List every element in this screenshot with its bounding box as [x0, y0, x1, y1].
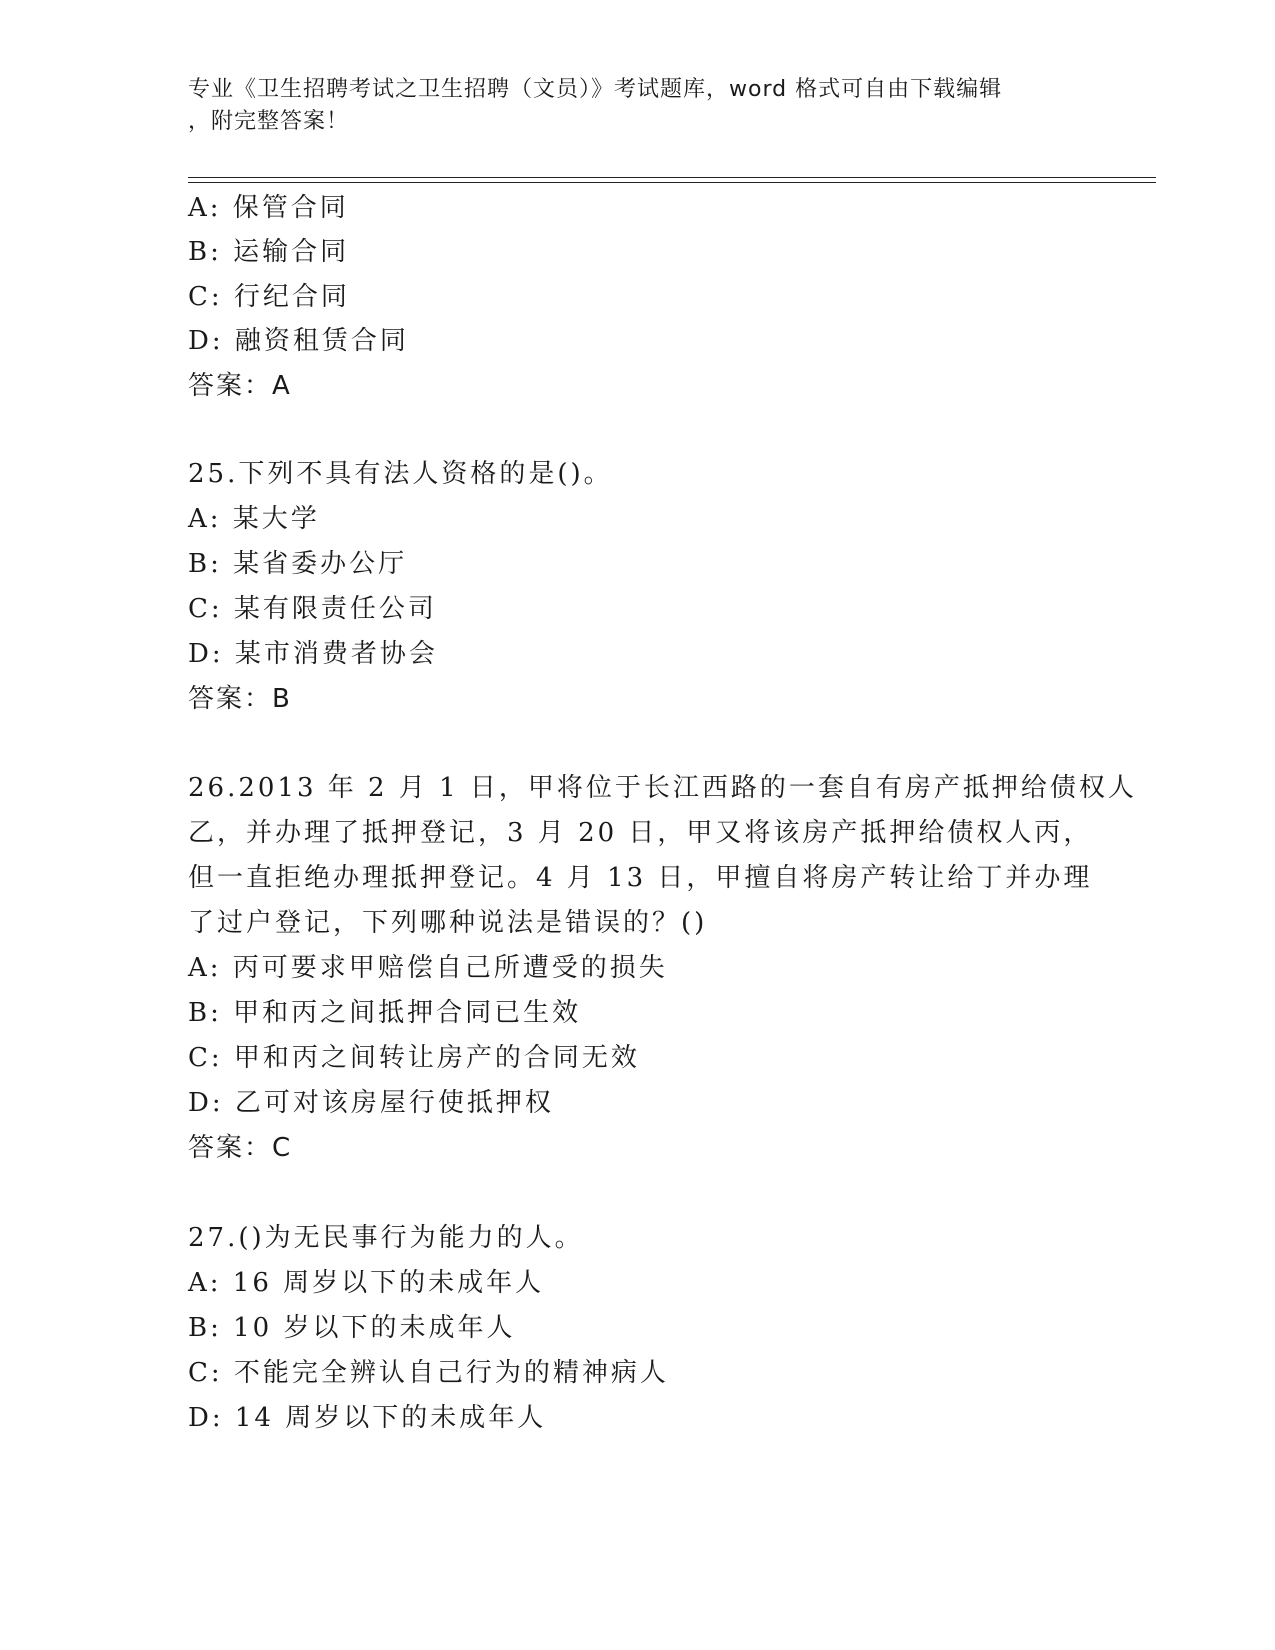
q25-option-d: D: 某市消费者协会: [188, 639, 438, 669]
q27-stem: 27.()为无民事行为能力的人。: [188, 1223, 584, 1253]
q26-option-b: B: 甲和丙之间抵押合同已生效: [188, 998, 582, 1028]
q26-option-c: C: 甲和丙之间转让房产的合同无效: [188, 1043, 640, 1073]
q26-stem-line-1: 26.2013 年 2 月 1 日，甲将位于长江西路的一套自有房产抵押给债权人: [188, 773, 1137, 803]
q25-answer: 答案：B: [188, 684, 292, 714]
q24-option-b: B: 运输合同: [188, 237, 350, 267]
document-header: [188, 74, 1088, 138]
q25-option-a: A: 某大学: [188, 504, 320, 534]
header-line-1: 专业《卫生招聘考试之卫生招聘（文员）》考试题库，word 格式可自由下载编辑: [188, 77, 1003, 102]
q26-stem-line-3: 但一直拒绝办理抵押登记。4 月 13 日，甲擅自将房产转让给丁并办理: [188, 863, 1093, 893]
q27-option-a: A: 16 周岁以下的未成年人: [188, 1268, 545, 1298]
header-line-2: ，附完整答案！: [188, 109, 350, 134]
q25-option-b: B: 某省委办公厅: [188, 549, 408, 579]
q27-option-d: D: 14 周岁以下的未成年人: [188, 1403, 547, 1433]
q26-stem-line-4: 了过户登记，下列哪种说法是错误的？(): [188, 908, 708, 938]
q24-option-c: C: 行纪合同: [188, 282, 350, 312]
q24-answer: 答案：A: [188, 371, 292, 401]
q26-stem-line-2: 乙，并办理了抵押登记，3 月 20 日，甲又将该房产抵押给债权人丙，: [188, 818, 1093, 848]
q24-option-d: D: 融资租赁合同: [188, 326, 409, 356]
q27-option-c: C: 不能完全辨认自己行为的精神病人: [188, 1358, 669, 1388]
q27-option-b: B: 10 岁以下的未成年人: [188, 1313, 516, 1343]
q25-option-c: C: 某有限责任公司: [188, 594, 437, 624]
header-divider-bottom: [188, 182, 1156, 183]
q26-option-a: A: 丙可要求甲赔偿自己所遭受的损失: [188, 953, 668, 983]
q26-option-d: D: 乙可对该房屋行使抵押权: [188, 1088, 554, 1118]
q25-stem: 25.下列不具有法人资格的是()。: [188, 459, 613, 489]
header-divider-top: [188, 177, 1156, 178]
q26-answer: 答案：C: [188, 1133, 293, 1163]
q24-option-a: A: 保管合同: [188, 193, 349, 223]
